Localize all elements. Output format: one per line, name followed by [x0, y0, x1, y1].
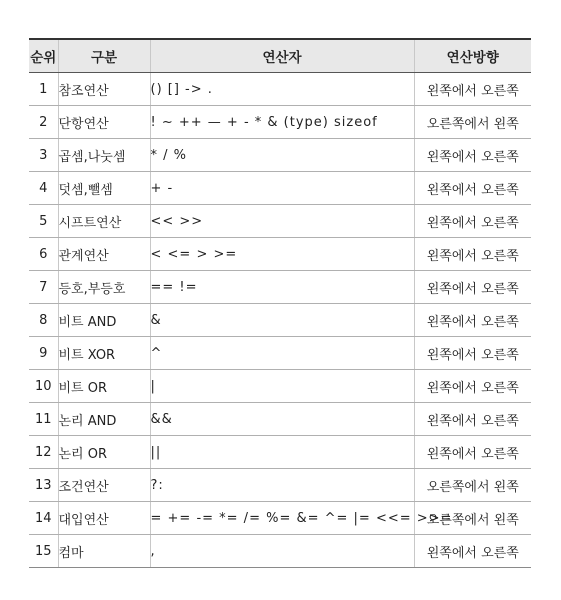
category-cell: 컴마 [58, 535, 150, 568]
direction-cell: 오른쪽에서 왼쪽 [414, 469, 531, 502]
rank-cell: 3 [29, 139, 58, 172]
category-cell: 관계연산 [58, 238, 150, 271]
table-row [29, 238, 531, 271]
table-row [29, 73, 531, 106]
operators-cell: * / % [150, 139, 414, 172]
rank-cell: 12 [29, 436, 58, 469]
rank-cell: 15 [29, 535, 58, 568]
operators-cell: , [150, 535, 414, 568]
category-cell: 등호,부등호 [58, 271, 150, 304]
rank-cell: 1 [29, 73, 58, 106]
rank-cell: 10 [29, 370, 58, 403]
rank-cell: 13 [29, 469, 58, 502]
rank-cell: 14 [29, 502, 58, 535]
rank-cell: 7 [29, 271, 58, 304]
table-row [29, 106, 531, 139]
header-rank: 순위 [29, 39, 58, 73]
rank-cell: 11 [29, 403, 58, 436]
operators-cell: & [150, 304, 414, 337]
operators-cell: << >> [150, 205, 414, 238]
direction-cell: 왼쪽에서 오른쪽 [414, 436, 531, 469]
table-row [29, 139, 531, 172]
table-row [29, 403, 531, 436]
rank-cell: 9 [29, 337, 58, 370]
direction-cell: 왼쪽에서 오른쪽 [414, 73, 531, 106]
category-cell: 시프트연산 [58, 205, 150, 238]
table-header-row [29, 39, 531, 73]
category-cell: 덧셈,뺄셈 [58, 172, 150, 205]
operators-cell: + - [150, 172, 414, 205]
category-cell: 논리 AND [58, 403, 150, 436]
table-row [29, 172, 531, 205]
direction-cell: 왼쪽에서 오른쪽 [414, 238, 531, 271]
direction-cell: 왼쪽에서 오른쪽 [414, 535, 531, 568]
category-cell: 비트 OR [58, 370, 150, 403]
operators-cell: | [150, 370, 414, 403]
rank-cell: 4 [29, 172, 58, 205]
category-cell: 조건연산 [58, 469, 150, 502]
operators-cell: = += -= *= /= %= &= ^= |= <<= >>= [150, 502, 414, 535]
table-row [29, 205, 531, 238]
category-cell: 참조연산 [58, 73, 150, 106]
operators-cell: || [150, 436, 414, 469]
operators-cell: && [150, 403, 414, 436]
header-category: 구분 [58, 39, 150, 73]
table-row [29, 469, 531, 502]
rank-cell: 6 [29, 238, 58, 271]
operators-cell: () [] -> . [150, 73, 414, 106]
category-cell: 단항연산 [58, 106, 150, 139]
table-row [29, 535, 531, 568]
direction-cell: 왼쪽에서 오른쪽 [414, 271, 531, 304]
rank-cell: 2 [29, 106, 58, 139]
rank-cell: 8 [29, 304, 58, 337]
category-cell: 비트 XOR [58, 337, 150, 370]
category-cell: 비트 AND [58, 304, 150, 337]
table-row [29, 436, 531, 469]
category-cell: 곱셈,나눗셈 [58, 139, 150, 172]
direction-cell: 왼쪽에서 오른쪽 [414, 304, 531, 337]
direction-cell: 오른쪽에서 왼쪽 [414, 106, 531, 139]
rank-cell: 5 [29, 205, 58, 238]
table-row [29, 337, 531, 370]
direction-cell: 왼쪽에서 오른쪽 [414, 403, 531, 436]
operator-precedence-table [29, 38, 531, 568]
operators-cell: ^ [150, 337, 414, 370]
direction-cell: 왼쪽에서 오른쪽 [414, 139, 531, 172]
direction-cell: 오른쪽에서 왼쪽 [414, 502, 531, 535]
table-row [29, 502, 531, 535]
operators-cell: ! ~ ++ — + - * & (type) sizeof [150, 106, 414, 139]
operators-cell: ?: [150, 469, 414, 502]
header-direction: 연산방향 [414, 39, 531, 73]
table-row [29, 304, 531, 337]
category-cell: 대입연산 [58, 502, 150, 535]
operators-cell: < <= > >= [150, 238, 414, 271]
header-operators: 연산자 [150, 39, 414, 73]
direction-cell: 왼쪽에서 오른쪽 [414, 370, 531, 403]
operators-cell: == != [150, 271, 414, 304]
table-row [29, 370, 531, 403]
direction-cell: 왼쪽에서 오른쪽 [414, 172, 531, 205]
table-row [29, 271, 531, 304]
direction-cell: 왼쪽에서 오른쪽 [414, 337, 531, 370]
category-cell: 논리 OR [58, 436, 150, 469]
direction-cell: 왼쪽에서 오른쪽 [414, 205, 531, 238]
